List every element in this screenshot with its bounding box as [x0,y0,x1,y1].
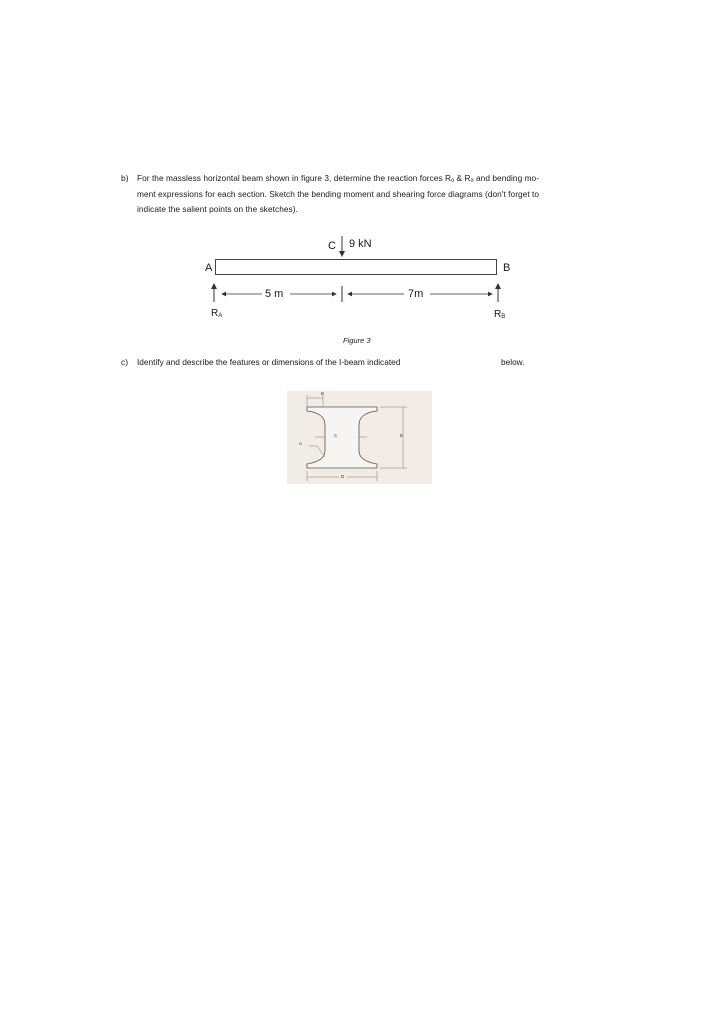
figure-caption: Figure 3 [343,336,371,345]
question-b-line-3: indicate the salient points on the sketches). [137,204,298,214]
ibeam-label-d: D [341,474,345,479]
question-b-line-1: For the massless horizontal beam shown in figure 3, determine the reaction forces Rₐ & Rₐ and bending mo- [137,173,540,183]
question-c-text-end: below. [501,357,525,367]
reaction-b-label: $R_B$ [494,309,506,320]
reaction-a-label: $R_A$ [211,308,223,319]
ibeam-label-c: C [334,433,338,438]
dim-7m-label: 7m [408,288,424,300]
ibeam-label-e: E [400,433,404,438]
ibeam-label-b: B [321,391,325,396]
question-c-label: c) [121,357,129,367]
question-c-text: Identify and describe the features or dimensions of the I-beam indicated [137,357,401,367]
ibeam-figure [287,391,432,484]
load-label: 9 kN [349,238,372,250]
ibeam-label-a: A [299,441,303,446]
point-a-label: A [205,262,213,274]
question-b-line-2: ment expressions for each section. Sketch the bending moment and shearing force diagrams (don't forget to [137,188,540,199]
point-c-label: C [328,240,336,252]
point-b-label: B [503,262,511,274]
question-b-label: b) [121,173,129,183]
dim-5m-label: 5 m [265,288,284,300]
ibeam-drawing [287,391,432,484]
